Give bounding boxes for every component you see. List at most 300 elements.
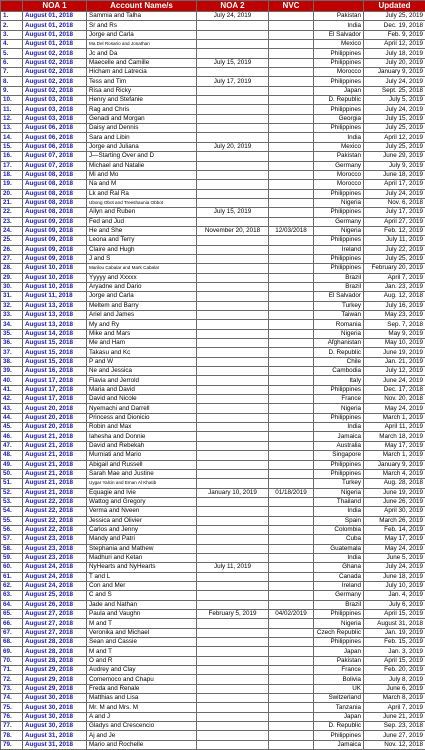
- table-row: [1, 591, 425, 600]
- noa1-date: August 24, 2018: [23, 563, 87, 572]
- noa1-date: August 15, 2018: [23, 339, 87, 348]
- nvc-date: [269, 572, 314, 581]
- table-row: [1, 161, 425, 170]
- updated-date: July 18, 2019: [364, 49, 425, 58]
- row-number: 76.: [1, 712, 23, 721]
- nvc-date: [269, 198, 314, 207]
- account-name: Con and Mer: [87, 581, 197, 590]
- noa2-date: [197, 254, 269, 263]
- country: Singapore: [314, 451, 364, 460]
- noa2-date: [197, 432, 269, 441]
- row-number: 58.: [1, 544, 23, 553]
- noa2-date: [197, 376, 269, 385]
- noa1-date: August 08, 2018: [23, 189, 87, 198]
- table-row: [1, 245, 425, 254]
- country: Japan: [314, 712, 364, 721]
- noa2-date: [197, 367, 269, 376]
- noa2-date: [197, 348, 269, 357]
- table-row: [1, 133, 425, 142]
- updated-date: June 19, 2019: [364, 348, 425, 357]
- table-row: [1, 385, 425, 394]
- noa2-date: [197, 684, 269, 693]
- noa1-date: August 30, 2018: [23, 722, 87, 731]
- noa2-date: [197, 357, 269, 366]
- noa1-date: August 06, 2018: [23, 133, 87, 142]
- nvc-date: [269, 40, 314, 49]
- account-name: Aryadne and Dario: [87, 282, 197, 291]
- noa2-date: [197, 712, 269, 721]
- nvc-date: [269, 647, 314, 656]
- table-row: [1, 217, 425, 226]
- account-name: Jade and Nathan: [87, 600, 197, 609]
- updated-date: July 17, 2019: [364, 208, 425, 217]
- updated-date: July 25, 2019: [364, 12, 425, 21]
- table-row: [1, 469, 425, 478]
- country: Romania: [314, 320, 364, 329]
- country: Thailand: [314, 497, 364, 506]
- noa1-date: August 26, 2018: [23, 600, 87, 609]
- table-row: [1, 68, 425, 77]
- account-name: M and T: [87, 647, 197, 656]
- account-name: Mario and Rochelle: [87, 740, 197, 749]
- noa1-date: August 10, 2018: [23, 282, 87, 291]
- country: Czech Republic: [314, 628, 364, 637]
- table-row: [1, 357, 425, 366]
- updated-date: February 20, 2019: [364, 264, 425, 273]
- noa2-date: [197, 161, 269, 170]
- nvc-date: [269, 30, 314, 39]
- header-nvc: NVC: [269, 1, 314, 12]
- table-row: [1, 581, 425, 590]
- header-noa2: NOA 2: [197, 1, 269, 12]
- updated-date: Dec. 19, 2018: [364, 21, 425, 30]
- row-number: 32.: [1, 301, 23, 310]
- noa2-date: November 20, 2018: [197, 226, 269, 235]
- updated-date: Feb. 9, 2019: [364, 30, 425, 39]
- noa2-date: [197, 628, 269, 637]
- country: Nigeria: [314, 404, 364, 413]
- updated-date: June 19, 2019: [364, 488, 425, 497]
- noa1-date: August 10, 2018: [23, 273, 87, 282]
- row-number: 53.: [1, 497, 23, 506]
- updated-date: March 18, 2019: [364, 432, 425, 441]
- account-name: C and S: [87, 591, 197, 600]
- row-number: 33.: [1, 311, 23, 320]
- table-row: [1, 86, 425, 95]
- account-name: Madhuri and Ketan: [87, 553, 197, 562]
- row-number: 15.: [1, 142, 23, 151]
- nvc-date: [269, 675, 314, 684]
- country: India: [314, 507, 364, 516]
- account-name: Equagie and Ivie: [87, 488, 197, 497]
- table-row: [1, 273, 425, 282]
- updated-date: June 18, 2019: [364, 572, 425, 581]
- noa2-date: [197, 553, 269, 562]
- row-number: 63.: [1, 591, 23, 600]
- nvc-date: [269, 320, 314, 329]
- updated-date: March 4, 2019: [364, 469, 425, 478]
- header-noa1: NOA 1: [23, 1, 87, 12]
- row-number: 10.: [1, 96, 23, 105]
- row-number: 46.: [1, 432, 23, 441]
- account-name: Daisy and Dennis: [87, 124, 197, 133]
- row-number: 55.: [1, 516, 23, 525]
- updated-date: June 29, 2019: [364, 152, 425, 161]
- country: Japan: [314, 86, 364, 95]
- table-row: [1, 675, 425, 684]
- row-number: 18.: [1, 170, 23, 179]
- country: Brazil: [314, 273, 364, 282]
- table-row: [1, 525, 425, 534]
- noa1-date: August 21, 2018: [23, 488, 87, 497]
- account-name: P and W: [87, 357, 197, 366]
- table-row: [1, 553, 425, 562]
- account-name: Flavia and Jerrold: [87, 376, 197, 385]
- account-name: Abigail and Russell: [87, 460, 197, 469]
- nvc-date: [269, 638, 314, 647]
- row-number: 54.: [1, 507, 23, 516]
- noa2-date: [197, 497, 269, 506]
- table-row: [1, 301, 425, 310]
- updated-date: Jan. 21, 2019: [364, 357, 425, 366]
- nvc-date: [269, 413, 314, 422]
- row-number: 11.: [1, 105, 23, 114]
- updated-date: Feb. 15, 2019: [364, 638, 425, 647]
- updated-date: July 25, 2019: [364, 254, 425, 263]
- updated-date: Dec. 17, 2018: [364, 385, 425, 394]
- account-name: Murniati and Mario: [87, 451, 197, 460]
- noa2-date: [197, 301, 269, 310]
- nvc-date: [269, 600, 314, 609]
- country: Morocco: [314, 68, 364, 77]
- country: Philippines: [314, 385, 364, 394]
- nvc-date: [269, 12, 314, 21]
- noa2-date: [197, 49, 269, 58]
- country: Mexico: [314, 142, 364, 151]
- row-number: 47.: [1, 441, 23, 450]
- noa1-date: August 08, 2018: [23, 180, 87, 189]
- nvc-date: [269, 666, 314, 675]
- noa2-date: [197, 675, 269, 684]
- country: Philippines: [314, 264, 364, 273]
- noa1-date: August 14, 2018: [23, 329, 87, 338]
- updated-date: July 25, 2019: [364, 124, 425, 133]
- noa1-date: August 02, 2018: [23, 86, 87, 95]
- noa1-date: August 27, 2018: [23, 628, 87, 637]
- table-row: [1, 507, 425, 516]
- row-number: 8.: [1, 77, 23, 86]
- updated-date: Nov. 6, 2018: [364, 198, 425, 207]
- updated-date: Feb. 14, 2019: [364, 525, 425, 534]
- country: Philippines: [314, 254, 364, 263]
- noa1-date: August 23, 2018: [23, 544, 87, 553]
- updated-date: July 6, 2019: [364, 600, 425, 609]
- account-name: Mi and Mo: [87, 170, 197, 179]
- nvc-date: [269, 395, 314, 404]
- noa1-date: August 27, 2018: [23, 610, 87, 619]
- updated-date: July 11, 2019: [364, 236, 425, 245]
- row-number: 20.: [1, 189, 23, 198]
- updated-date: Jan. 4, 2019: [364, 591, 425, 600]
- updated-date: August 31, 2018: [364, 619, 425, 628]
- row-number: 17.: [1, 161, 23, 170]
- noa2-date: [197, 217, 269, 226]
- noa1-date: August 22, 2018: [23, 516, 87, 525]
- row-number: 50.: [1, 469, 23, 478]
- noa1-date: August 01, 2018: [23, 12, 87, 21]
- updated-date: March 1, 2019: [364, 413, 425, 422]
- noa1-date: August 30, 2018: [23, 712, 87, 721]
- nvc-date: [269, 656, 314, 665]
- account-name: Yyyyy and Xxxxx: [87, 273, 197, 282]
- noa1-date: August 08, 2018: [23, 170, 87, 179]
- table-row: [1, 367, 425, 376]
- country: India: [314, 21, 364, 30]
- noa2-date: [197, 68, 269, 77]
- country: Georgia: [314, 114, 364, 123]
- updated-date: May 24, 2019: [364, 544, 425, 553]
- table-row: [1, 292, 425, 301]
- country: El Salvador: [314, 30, 364, 39]
- table-row: [1, 226, 425, 235]
- account-name: M and T: [87, 619, 197, 628]
- account-name: Claire and Hugh: [87, 245, 197, 254]
- country: Nigeria: [314, 329, 364, 338]
- nvc-date: [269, 339, 314, 348]
- noa1-date: August 01, 2018: [23, 30, 87, 39]
- country: Brazil: [314, 282, 364, 291]
- updated-date: June 6, 2019: [364, 684, 425, 693]
- noa1-date: August 13, 2018: [23, 320, 87, 329]
- country: Morocco: [314, 180, 364, 189]
- updated-date: May 24, 2019: [364, 404, 425, 413]
- nvc-date: [269, 516, 314, 525]
- noa2-date: [197, 703, 269, 712]
- table-row: [1, 684, 425, 693]
- noa1-date: August 15, 2018: [23, 357, 87, 366]
- updated-date: July 25, 2019: [364, 142, 425, 151]
- table-row: [1, 441, 425, 450]
- noa1-date: August 03, 2018: [23, 105, 87, 114]
- account-name: Audrey and Clay: [87, 666, 197, 675]
- row-number: 19.: [1, 180, 23, 189]
- row-number: 16.: [1, 152, 23, 161]
- table-row: [1, 96, 425, 105]
- noa1-date: August 06, 2018: [23, 124, 87, 133]
- account-name: Ma Del Rosario and Jonathan: [87, 40, 197, 49]
- nvc-date: [269, 591, 314, 600]
- nvc-date: [269, 712, 314, 721]
- row-number: 23.: [1, 217, 23, 226]
- noa1-date: August 27, 2018: [23, 619, 87, 628]
- row-number: 64.: [1, 600, 23, 609]
- nvc-date: [269, 217, 314, 226]
- nvc-date: [269, 525, 314, 534]
- table-row: [1, 563, 425, 572]
- noa1-date: August 03, 2018: [23, 96, 87, 105]
- table-row: [1, 451, 425, 460]
- country: Philippines: [314, 236, 364, 245]
- table-row: [1, 432, 425, 441]
- country: Philippines: [314, 105, 364, 114]
- header-row: [1, 1, 425, 12]
- nvc-date: [269, 553, 314, 562]
- nvc-date: [269, 105, 314, 114]
- nvc-date: [269, 432, 314, 441]
- country: Pakistan: [314, 12, 364, 21]
- nvc-date: [269, 245, 314, 254]
- country: Bolivia: [314, 675, 364, 684]
- country: Guatemala: [314, 544, 364, 553]
- row-number: 40.: [1, 376, 23, 385]
- nvc-date: [269, 357, 314, 366]
- nvc-date: [269, 133, 314, 142]
- nvc-date: [269, 311, 314, 320]
- country: Jamaica: [314, 740, 364, 749]
- updated-date: Sep. 23, 2018: [364, 722, 425, 731]
- row-number: 61.: [1, 572, 23, 581]
- updated-date: June 21, 2019: [364, 712, 425, 721]
- account-name: David and Rebekah: [87, 441, 197, 450]
- table-row: [1, 423, 425, 432]
- table-row: [1, 628, 425, 637]
- table-row: [1, 170, 425, 179]
- noa2-date: [197, 525, 269, 534]
- header-country: [314, 1, 364, 12]
- country: Germany: [314, 217, 364, 226]
- row-number: 52.: [1, 488, 23, 497]
- noa2-date: [197, 170, 269, 179]
- row-number: 71.: [1, 666, 23, 675]
- updated-date: Feb. 12, 2019: [364, 226, 425, 235]
- row-number: 70.: [1, 656, 23, 665]
- country: Ireland: [314, 245, 364, 254]
- noa1-date: August 17, 2018: [23, 376, 87, 385]
- country: Philippines: [314, 77, 364, 86]
- row-number: 51.: [1, 479, 23, 488]
- noa2-date: [197, 647, 269, 656]
- nvc-date: [269, 535, 314, 544]
- account-name: Leona and Terry: [87, 236, 197, 245]
- table-row: [1, 647, 425, 656]
- updated-date: May 17, 2019: [364, 535, 425, 544]
- noa1-date: August 25, 2018: [23, 591, 87, 600]
- table-row: [1, 740, 425, 749]
- noa1-date: August 15, 2018: [23, 348, 87, 357]
- account-name: Comemoco and Chapu: [87, 675, 197, 684]
- noa1-date: August 10, 2018: [23, 264, 87, 273]
- updated-date: April 17, 2019: [364, 180, 425, 189]
- account-name: Princess and Dionicio: [87, 413, 197, 422]
- nvc-date: [269, 208, 314, 217]
- noa1-date: August 23, 2018: [23, 553, 87, 562]
- nvc-date: [269, 376, 314, 385]
- country: France: [314, 666, 364, 675]
- table-row: [1, 516, 425, 525]
- country: Philippines: [314, 49, 364, 58]
- table-row: [1, 722, 425, 731]
- account-name: Sammia and Talha: [87, 12, 197, 21]
- table-row: [1, 404, 425, 413]
- nvc-date: [269, 114, 314, 123]
- account-name: Mr. M and Mrs. M: [87, 703, 197, 712]
- row-number: 37.: [1, 348, 23, 357]
- noa2-date: [197, 731, 269, 740]
- updated-date: May 23, 2019: [364, 311, 425, 320]
- table-row: [1, 479, 425, 488]
- nvc-date: [269, 619, 314, 628]
- noa1-date: August 21, 2018: [23, 451, 87, 460]
- country: Switzerland: [314, 694, 364, 703]
- account-name: Freda and Renale: [87, 684, 197, 693]
- updated-date: Sep. 7, 2018: [364, 320, 425, 329]
- header-num: [1, 1, 23, 12]
- row-number: 26.: [1, 245, 23, 254]
- country: Nigeria: [314, 226, 364, 235]
- nvc-date: [269, 86, 314, 95]
- row-number: 45.: [1, 423, 23, 432]
- noa2-date: [197, 413, 269, 422]
- noa1-date: August 16, 2018: [23, 367, 87, 376]
- account-name: Aj and Je: [87, 731, 197, 740]
- noa2-date: [197, 198, 269, 207]
- account-name: Verma and Nveen: [87, 507, 197, 516]
- row-number: 41.: [1, 385, 23, 394]
- row-number: 28.: [1, 264, 23, 273]
- noa2-date: [197, 638, 269, 647]
- account-name: J and S: [87, 254, 197, 263]
- country: Nigeria: [314, 198, 364, 207]
- noa2-date: [197, 30, 269, 39]
- account-name: Robin and Max: [87, 423, 197, 432]
- country: Brazil: [314, 600, 364, 609]
- updated-date: July 15, 2019: [364, 114, 425, 123]
- table-row: [1, 40, 425, 49]
- account-name: David and Nicole: [87, 395, 197, 404]
- table-row: [1, 282, 425, 291]
- noa2-date: [197, 395, 269, 404]
- noa2-date: [197, 656, 269, 665]
- nvc-date: 01/18/2019: [269, 488, 314, 497]
- row-number: 68.: [1, 638, 23, 647]
- nvc-date: [269, 469, 314, 478]
- nvc-date: [269, 180, 314, 189]
- country: Turkey: [314, 301, 364, 310]
- updated-date: April 15, 2019: [364, 656, 425, 665]
- noa1-date: August 31, 2018: [23, 731, 87, 740]
- updated-date: June 5, 2019: [364, 553, 425, 562]
- nvc-date: 04/02/2019: [269, 610, 314, 619]
- noa1-date: August 01, 2018: [23, 21, 87, 30]
- nvc-date: [269, 68, 314, 77]
- noa2-date: [197, 591, 269, 600]
- country: Philippines: [314, 638, 364, 647]
- row-number: 21.: [1, 198, 23, 207]
- noa2-date: [197, 581, 269, 590]
- country: Philippines: [314, 610, 364, 619]
- country: India: [314, 423, 364, 432]
- account-name: Veronika and Michael: [87, 628, 197, 637]
- table-row: [1, 600, 425, 609]
- nvc-date: [269, 96, 314, 105]
- row-number: 48.: [1, 451, 23, 460]
- nvc-date: [269, 142, 314, 151]
- noa1-date: August 07, 2018: [23, 152, 87, 161]
- account-name: Jc and Da: [87, 49, 197, 58]
- noa1-date: August 31, 2018: [23, 740, 87, 749]
- account-name: Fed and Jud: [87, 217, 197, 226]
- noa1-date: August 21, 2018: [23, 469, 87, 478]
